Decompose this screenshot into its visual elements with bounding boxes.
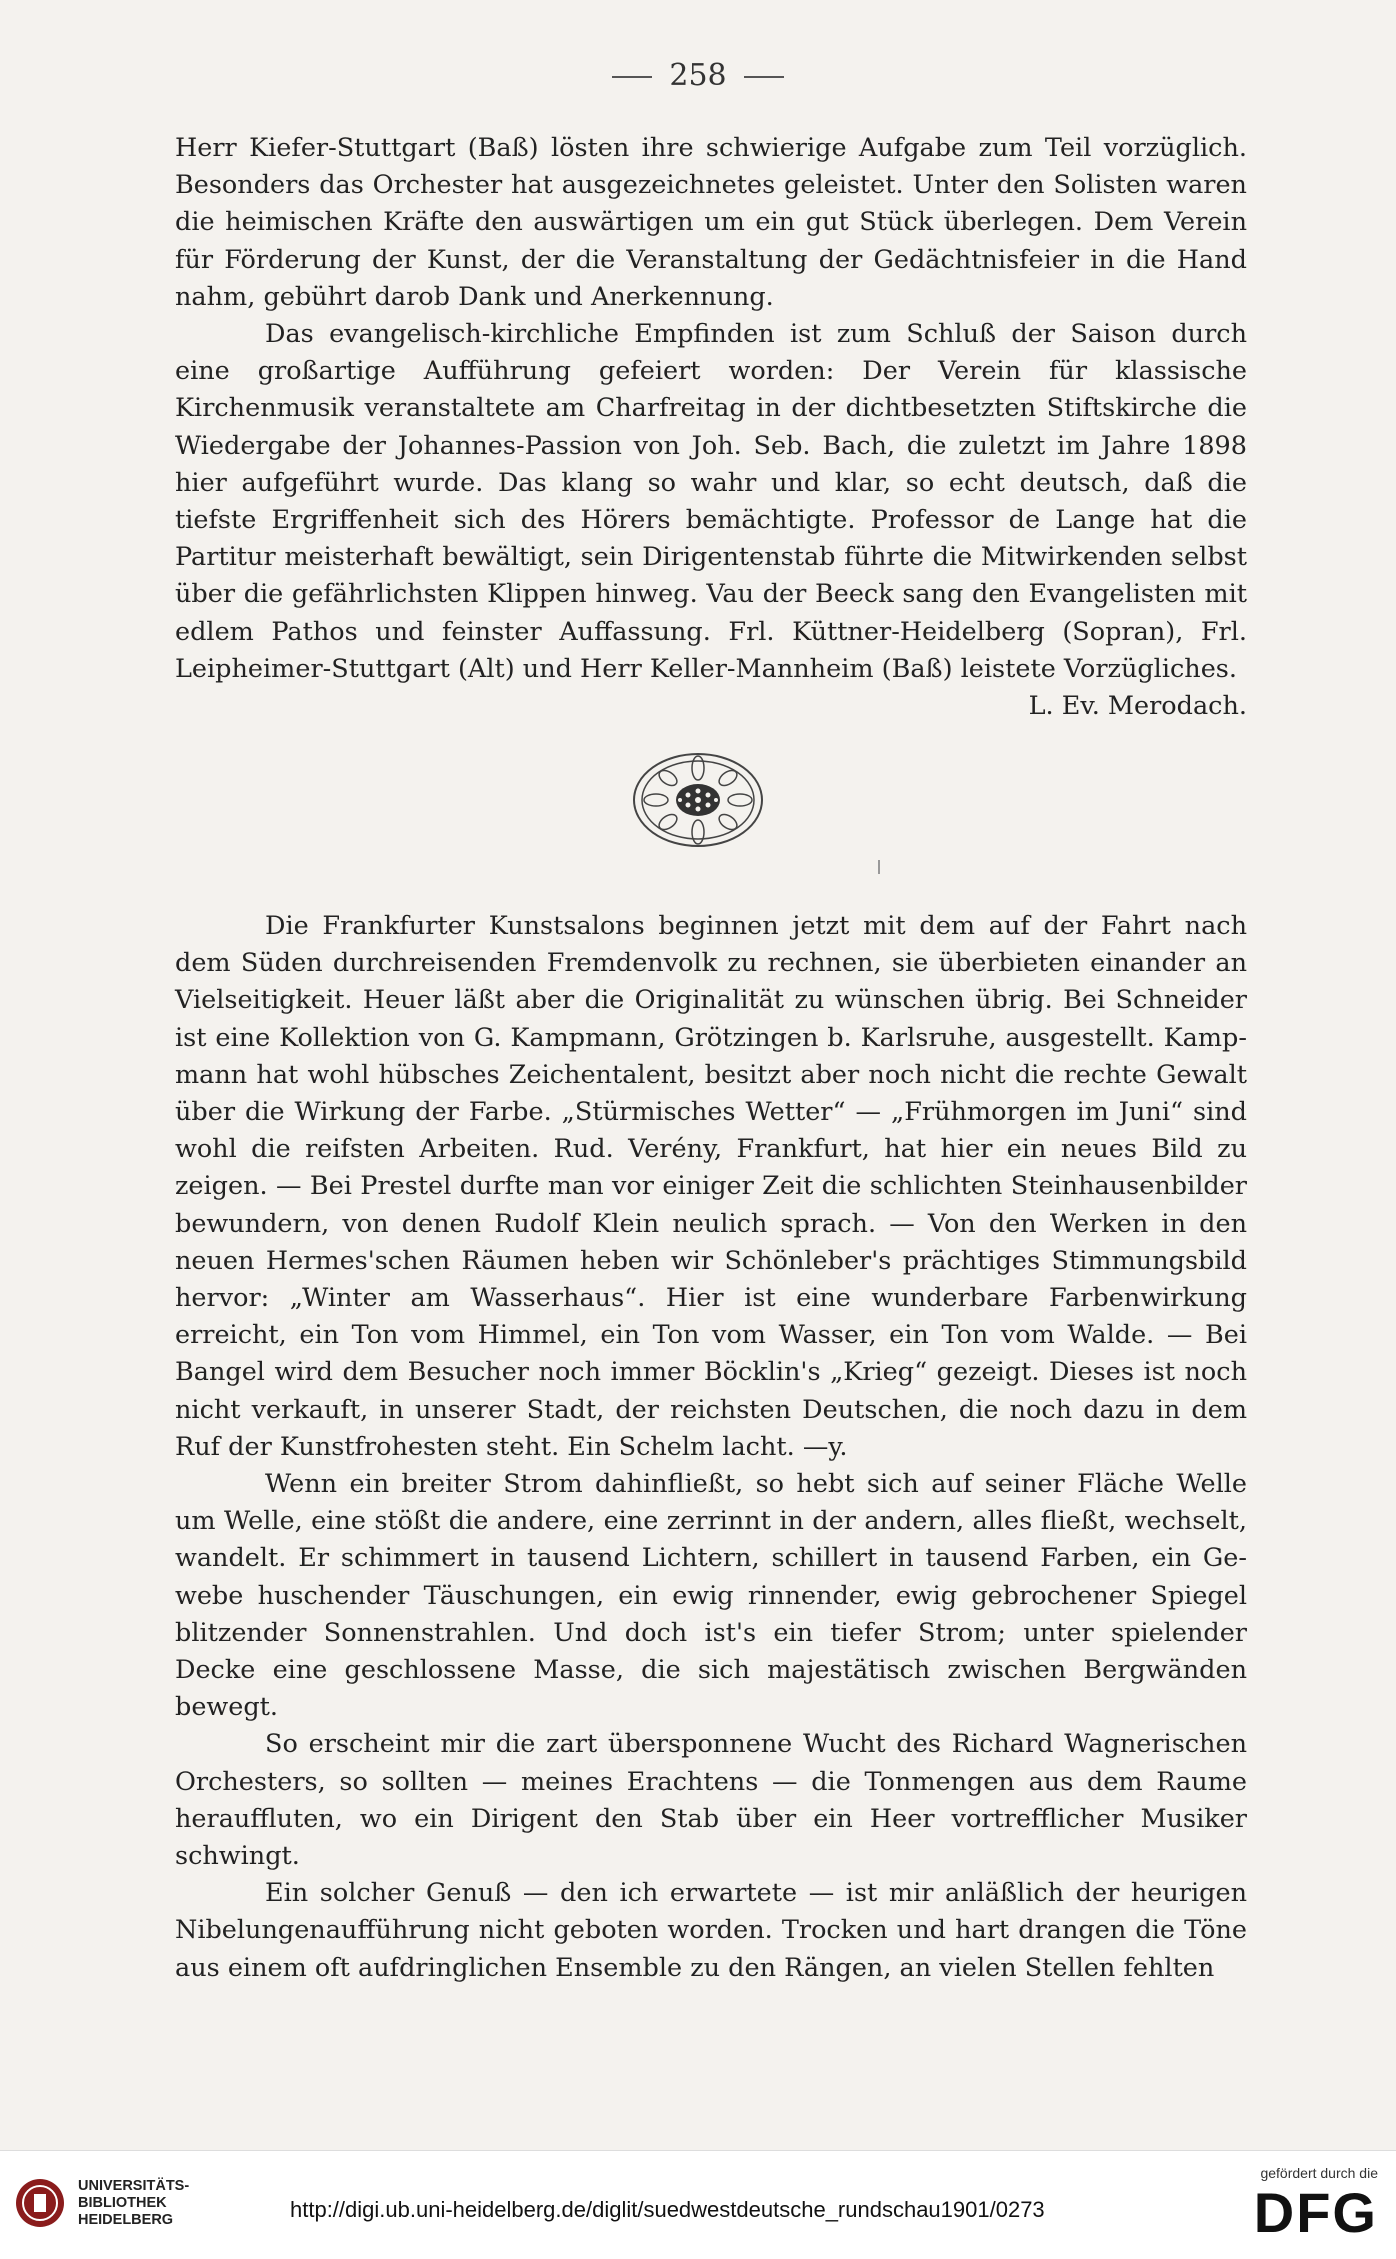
article-block-1	[175, 130, 1247, 725]
funding-logo	[1254, 2165, 1378, 2245]
paragraph: Wenn ein breiter Strom dahinfließt, so hebt sich auf seiner Fläche Welle um Welle, eine stößt die andere, eine zerrinnt in der andern, alles fließt, wechselt, wandelt. Er schimmert in tausend Lichtern, schillert in tausend Farben, ein Gewebe huschender Täuschungen, ein ewig rinnender, ewig gebrochener Spiegel blitzender Sonnenstrahlen. Und doch ist's ein tiefer Strom; unter spielender Decke eine geschlossene Masse, die sich majestätisch zwischen Bergwänden bewegt.	[175, 1469, 1247, 1723]
paragraph: Ein solcher Genuß — den ich erwartete — ist mir anläßlich der heurigen Nibelungenaufführung nicht geboten worden. Trocken und hart drangen die Töne aus einem oft aufdringlichen Ensemble zu den Rängen, an vielen Stellen fehlten	[175, 1878, 1247, 1983]
funding-caption: gefördert durch die	[1260, 2165, 1378, 2181]
header-rule-left	[612, 76, 652, 78]
source-url-link[interactable]: http://digi.ub.uni-heidelberg.de/diglit/suedwestdeutsche_rundschau1901/0273	[290, 2197, 1045, 2222]
digitization-footer	[0, 2150, 1396, 2259]
library-logo	[14, 2177, 189, 2229]
dfg-logo: DFG	[1253, 2181, 1378, 2244]
article-block-2	[175, 908, 1247, 1987]
page-number: 258	[669, 58, 727, 93]
library-name: UNIVERSITÄTS- BIBLIOTHEK HEIDELBERG	[78, 2177, 190, 2228]
page-header	[0, 58, 1396, 93]
university-seal-icon	[14, 2177, 66, 2229]
rosette-ornament-icon	[630, 748, 766, 852]
signature: L. Ev. Merodach.	[1028, 691, 1247, 722]
paragraph: Das evangelisch-kirchliche Empfinden ist zum Schluß der Saison durch eine großartige Aufführung gefeiert worden: Der Verein für klassische Kirchenmusik veranstaltete am Charfreitag in der dichtbesetzten Stiftskirche die Wiedergabe der Johannes-Passion von Joh. Seb. Bach, die zuletzt im Jahre 1898 hier aufgeführt wurde. Das klang so wahr und klar, so echt deutsch, daß die tiefste Ergriffenheit sich des Hörers bemächtigte. Professor de Lange hat die Partitur meisterhaft bewältigt, sein Dirigentenstab führte die Mitwirkenden selbst über die gefährlichsten Klippen hinweg. Vau der Beeck sang den Evangelisten mit edlem Pathos und feinster Auffassung. Frl. Küttner-Heidelberg (Sopran), Frl. Leipheimer-Stuttgart (Alt) und Herr Keller-Mannheim (Baß) leistete Vorzügliches.	[175, 319, 1247, 684]
paragraph: So erscheint mir die zart übersponnene Wucht des Richard Wagnerischen Orchesters, so sollten — meines Erachtens — die Tonmengen aus dem Raume herauffluten, wo ein Dirigent den Stab über ein Heer vortrefflicher Musiker schwingt.	[175, 1729, 1247, 1872]
header-rule-right	[744, 76, 784, 78]
separator-mark	[878, 860, 880, 874]
paragraph: Die Frankfurter Kunstsalons beginnen jetzt mit dem auf der Fahrt nach dem Süden durchreisenden Fremdenvolk zu rechnen, sie überbieten einander an Vielseitigkeit. Heuer läßt aber die Originalität zu wünschen übrig. Bei Schneider ist eine Kollektion von G. Kampmann, Grötzingen b. Karlsruhe, ausgestellt. Kampmann hat wohl hübsches Zeichentalent, besitzt aber noch nicht die rechte Gewalt über die Wirkung der Farbe. „Stürmisches Wetter“ — „Frühmorgen im Juni“ sind wohl die reifsten Arbeiten. Rud. Verény, Frankfurt, hat hier ein neues Bild zu zeigen. — Bei Prestel durfte man vor einiger Zeit die schlichten Steinhausenbilder bewundern, von denen Rudolf Klein neulich sprach. — Von den Werken in den neuen Hermes'schen Räumen heben wir Schönleber's prächtiges Stimmungsbild hervor: „Winter am Wasserhaus“. Hier ist eine wunderbare Farbenwirkung erreicht, ein Ton vom Himmel, ein Ton vom Wasser, ein Ton vom Walde. — Bei Bangel wird dem Besucher noch immer Böcklin's „Krieg“ gezeigt. Dieses ist noch nicht verkauft, in unserer Stadt, der reichsten Deutschen, die noch dazu in dem Ruf der Kunstfrohesten steht. Ein Schelm lacht. —y.	[175, 911, 1247, 1462]
paragraph: Herr Kiefer-Stuttgart (Baß) lösten ihre schwierige Aufgabe zum Teil vorzüglich. Besonders das Orchester hat ausgezeichnetes geleistet. Unter den Solisten waren die heimischen Kräfte den auswärtigen um ein gut Stück überlegen. Dem Verein für Förderung der Kunst, der die Veranstaltung der Gedächtnisfeier in die Hand nahm, gebührt darob Dank und Anerkennung.	[175, 133, 1247, 312]
